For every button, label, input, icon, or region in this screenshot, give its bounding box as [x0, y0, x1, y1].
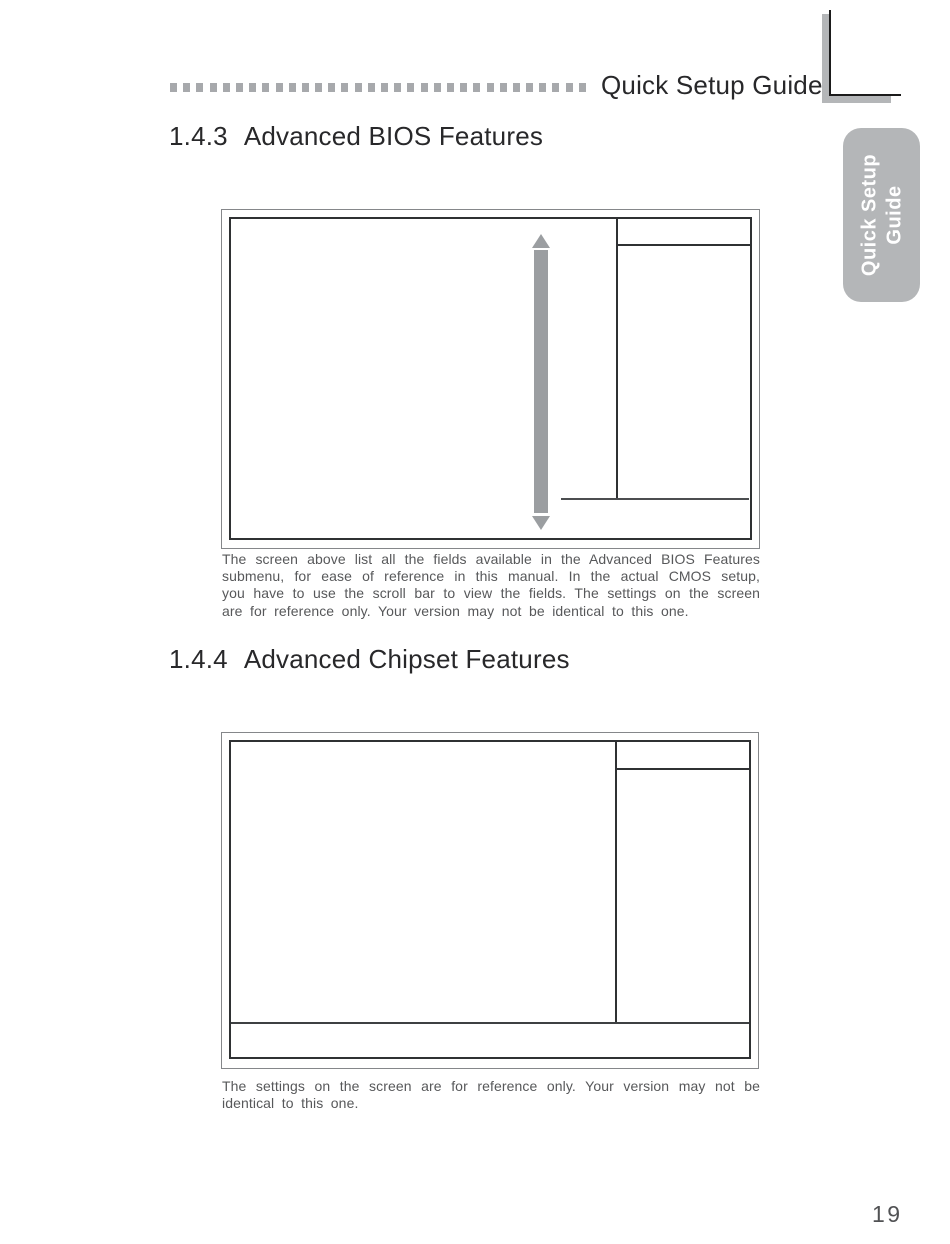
section-heading-advanced-bios — [169, 121, 543, 152]
chipset-features-caption — [222, 1078, 760, 1112]
figure-bottom-line — [231, 1022, 749, 1024]
figure-inner-frame — [229, 740, 751, 1059]
section-title: Advanced Chipset Features — [243, 644, 570, 674]
dot — [170, 83, 177, 92]
dot — [500, 83, 507, 92]
dot — [407, 83, 414, 92]
dot — [223, 83, 230, 92]
dot — [460, 83, 467, 92]
section-number: 1.4.3 — [169, 121, 228, 151]
dot — [341, 83, 348, 92]
dot — [276, 83, 283, 92]
section-number: 1.4.4 — [169, 644, 228, 674]
dot — [434, 83, 441, 92]
caption-line: The screen above list all the fields available in the Advanced BIOS Features — [222, 551, 760, 567]
caption-line: identical to this one. — [222, 1095, 359, 1112]
section-title: Advanced BIOS Features — [243, 121, 544, 151]
caption-line: submenu, for ease of reference in this manual. In the actual CMOS setup, — [222, 568, 760, 585]
dot — [236, 83, 243, 92]
dot — [473, 83, 480, 92]
corner-mark-icon — [829, 10, 901, 96]
figure-bottom-line — [561, 498, 749, 500]
figure-panel-divider — [615, 742, 617, 1022]
caption-line: you have to use the scroll bar to view the fields. The settings on the screen — [222, 585, 760, 602]
caption-line: The settings on the screen are for reference only. Your version may not be — [222, 1078, 760, 1094]
dot — [579, 83, 586, 92]
dot — [183, 83, 190, 92]
dot — [328, 83, 335, 92]
dot — [526, 83, 533, 92]
dot — [289, 83, 296, 92]
dot — [447, 83, 454, 92]
dot — [262, 83, 269, 92]
dot — [421, 83, 428, 92]
dot — [552, 83, 559, 92]
item-help-header-line — [615, 768, 749, 770]
dot — [381, 83, 388, 92]
dot — [249, 83, 256, 92]
chapter-side-tab — [843, 128, 920, 302]
dot — [487, 83, 494, 92]
scroll-down-icon — [532, 516, 550, 530]
page-header-title: Quick Setup Guide — [601, 70, 823, 100]
bios-features-caption — [222, 551, 760, 620]
item-help-header-line — [616, 244, 750, 246]
chipset-features-figure — [221, 732, 759, 1069]
chapter-side-tab-label — [843, 128, 920, 302]
page-number: 19 — [872, 1201, 903, 1227]
dot — [368, 83, 375, 92]
section-heading-advanced-chipset — [169, 644, 570, 675]
dot — [302, 83, 309, 92]
dot — [539, 83, 546, 92]
scrollbar — [534, 250, 548, 513]
scroll-up-icon — [532, 234, 550, 248]
side-tab-line1: Quick Setup — [857, 153, 880, 277]
dot — [355, 83, 362, 92]
dot — [513, 83, 520, 92]
figure-panel-divider — [616, 219, 618, 498]
side-tab-line2: Guide — [882, 185, 905, 245]
caption-line: are for reference only. Your version may not be identical to this one. — [222, 602, 689, 619]
dot — [315, 83, 322, 92]
header-dotted-rule — [170, 83, 586, 92]
dot — [196, 83, 203, 92]
dot — [210, 83, 217, 92]
figure-inner-frame — [229, 217, 752, 540]
dot — [566, 83, 573, 92]
dot — [394, 83, 401, 92]
bios-features-figure — [221, 209, 760, 549]
